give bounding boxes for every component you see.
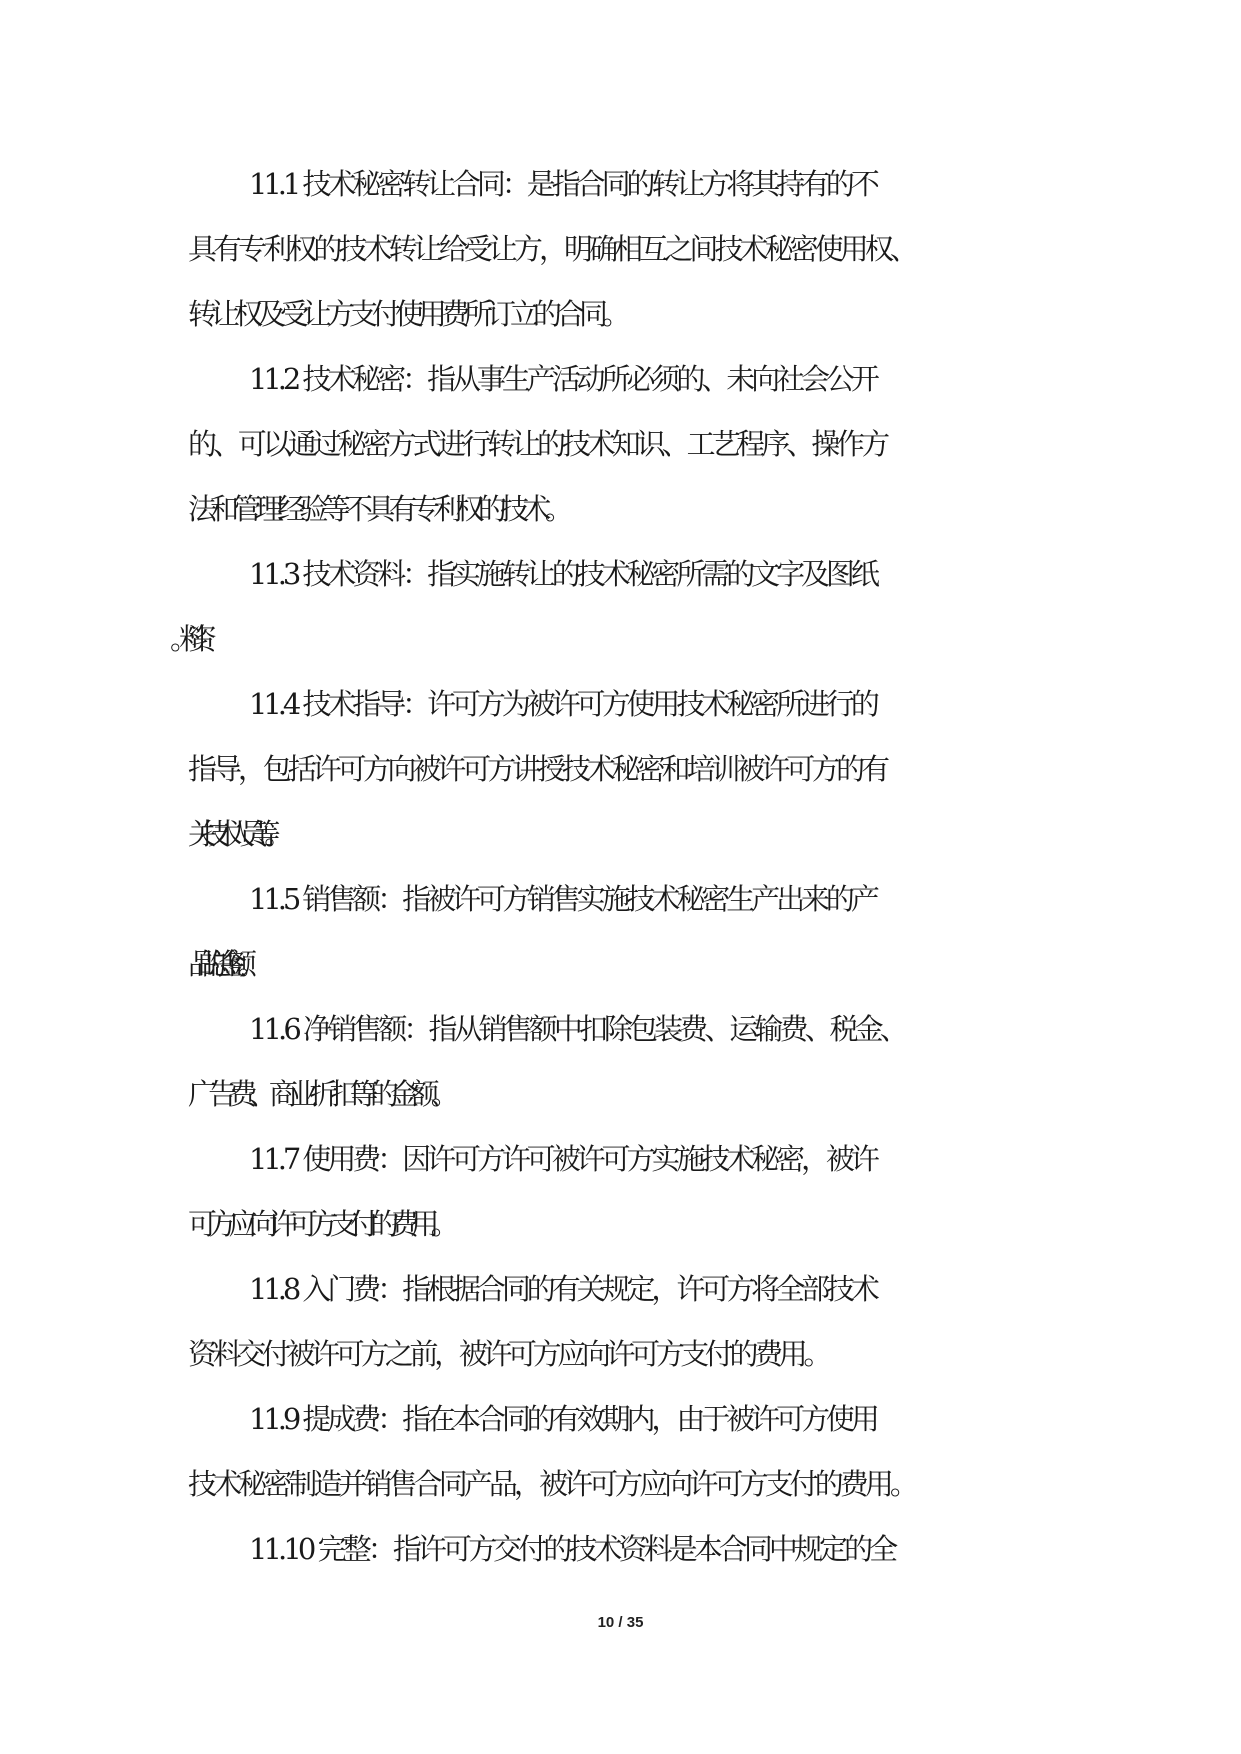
paragraph-line: 的、可以通过秘密方式进行转让的技术知识、工艺程序、操作方 — [188, 427, 887, 461]
paragraph-first-line: 11.4 技术指导：许可方为被许可方使用技术秘密所进行的 — [249, 687, 876, 721]
paragraph-line: 转让权及受让方支付使用费所订立的合同。 — [188, 297, 626, 331]
paragraph-first-line: 11.10 完整：指许可方交付的技术资料是本合同中规定的全 — [249, 1532, 895, 1566]
paragraph-line: 资料交付被许可方之前，被许可方应向许可方支付的费用。 — [188, 1337, 829, 1371]
paragraph-line: 广告费、商业折扣等的金额。 — [188, 1077, 452, 1111]
paragraph-line: 指导，包括许可方向被许可方讲授技术秘密和培训被许可方的有 — [188, 752, 887, 786]
paragraph-first-line: 11.9 提成费：指在本合同的有效期内，由于被许可方使用 — [249, 1402, 876, 1436]
paragraph-line: 可方应向许可方支付的费用。 — [188, 1207, 452, 1241]
paragraph-line: 品的总金额。 — [188, 947, 249, 981]
paragraph — [188, 347, 1088, 542]
paragraph — [188, 997, 1088, 1127]
paragraph-first-line: 11.3 技术资料：指实施转让的技术秘密所需的文字及图纸 — [249, 557, 876, 591]
paragraph-first-line: 11.6 净销售额：指从销售额中扣除包装费、运输费、税金、 — [249, 1012, 905, 1046]
paragraph — [188, 152, 1088, 347]
paragraph-first-line: 11.5 销售额：指被许可方销售实施技术秘密生产出来的产 — [249, 882, 876, 916]
paragraph-line: 法和管理经验等不具有专利权的技术。 — [188, 492, 568, 526]
paragraph — [188, 1127, 1088, 1257]
paragraph-line: 具有专利权的技术转让给受让方，明确相互之间技术秘密使用权、 — [188, 232, 916, 266]
paragraph-line — [188, 607, 1088, 672]
paragraph-line: 技术秘密制造并销售合同产品，被许可方应向许可方支付的费用。 — [188, 1467, 916, 1501]
paragraph — [188, 867, 1088, 997]
paragraph-first-line: 11.8 入门费：指根据合同的有关规定，许可方将全部技术 — [249, 1272, 876, 1306]
document-body — [188, 152, 1088, 1582]
paragraph — [188, 1257, 1088, 1387]
paragraph-first-line: 11.7 使用费：因许可方许可被许可方实施技术秘密，被许 — [249, 1142, 876, 1176]
paragraph-first-line: 11.1 技术秘密转让合同：是指合同的转让方将其持有的不 — [249, 167, 876, 201]
paragraph-first-line: 11.2 技术秘密：指从事生产活动所必须的、未向社会公开 — [249, 362, 876, 396]
paragraph — [188, 542, 1088, 672]
paragraph — [188, 1517, 1088, 1582]
paragraph — [188, 672, 1088, 867]
paragraph-line: 关技术人员等。 — [188, 817, 278, 851]
page-number: 10 / 35 — [597, 1614, 644, 1631]
paragraph — [188, 1387, 1088, 1517]
